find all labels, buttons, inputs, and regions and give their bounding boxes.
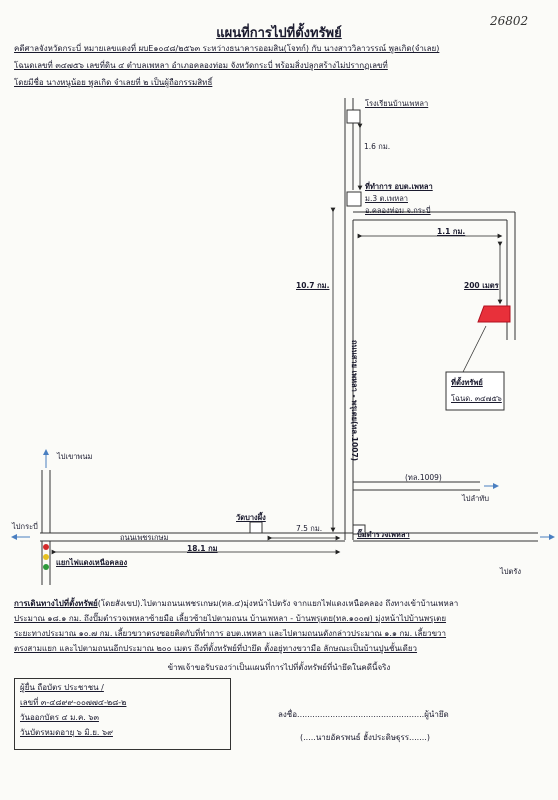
label-office-3: อ.คลองท่อม จ.กระบี่ <box>365 206 431 215</box>
office-marker <box>347 192 361 206</box>
signature-line: ลงชื่อ..................................................ผู้นำยึด <box>278 710 449 719</box>
case-stamp-number: 26802 <box>490 14 529 28</box>
label-road-1007: ถนนสาย เพหลา - พรุเตย(ทล.1007) <box>350 340 359 462</box>
label-traffic-light: แยกไฟแดงเหนือคลอง <box>56 558 128 567</box>
label-to-krabi: ไปกระบี่ <box>12 522 38 531</box>
directions-block <box>14 596 544 656</box>
directions-line-1: (โดยสังเขป).ไปตามถนนเพชรเกษม(ทล.๔)มุ่งหน้าไปตรัง จากแยกไฟแดงเหนือคลอง ถึงทางเข้าบ้านเพหลา <box>97 599 459 608</box>
directions-line-3: ระยะทางประมาณ ๑๐.๗ กม. เลี้ยวขวาตรงซอยติดกับที่ทำการ อบต.เพหลา และไปตามถนนดังกล่าวประมาณ ๑.๑ กม. เลี้ยวขวา <box>14 629 447 638</box>
label-office-2: ม.3 ต.เพหลา <box>365 194 408 203</box>
id-expiry-date: วันบัตรหมดอายุ ๖ มิ.ย. ๖๙ <box>20 728 113 737</box>
id-holder-line: ผู้ยื่น ถือบัตร ประชาชน / <box>20 683 104 692</box>
label-road-phetkasem: ถนนเพชรเกษม <box>120 533 169 542</box>
property-parcel <box>478 306 510 322</box>
label-property-title: ที่ตั้งทรัพย์ <box>451 378 483 387</box>
label-dist-7-5: 7.5 กม. <box>296 524 323 533</box>
case-info-line-2: โฉนดเลขที่ ๓๔๗๕๖ เลขที่ดิน ๔ ตำบลเพหลา อำเภอคลองท่อม จังหวัดกระบี่ พร้อมสิ่งปลูกสร้างไม่ปรากฏเลขที่ <box>14 61 388 70</box>
label-to-trang: ไปตรัง <box>500 567 522 576</box>
temple-marker <box>250 522 262 533</box>
case-info-line-1: คดีศาลจังหวัดกระบี่ หมายเลขแดงที่ ผบE๑๐๔๘/๒๕๖๓ ระหว่างธนาคารออมสิน(โจทก์) กับ นางสาววิลาวรรณ์ พูลเกิด(จำเลย) <box>14 44 440 53</box>
id-issue-date: วันออกบัตร ๔ ม.ค. ๖๓ <box>20 713 99 722</box>
directions-heading: การเดินทางไปที่ตั้งทรัพย์ <box>14 599 98 608</box>
directions-line-2: ประมาณ ๑๘.๑ กม. ถึงปั๊มตำรวจเพหลาซ้ายมือ เลี้ยวซ้ายไปตามถนน บ้านเพหลา - บ้านพรุเตย(ทล.๑๐๐๗) มุ่งหน้าไปบ้านพรุเตย <box>14 614 447 623</box>
label-dist-200m: 200 เมตร <box>464 281 499 290</box>
label-temple: วัดบางผึ้ง <box>236 513 266 522</box>
label-to-lamthap: ไปลำทับ <box>462 494 490 503</box>
label-dist-1-1: 1.1 กม. <box>437 227 466 236</box>
id-number-line: เลขที่ ๓-๔๘๙๙-๐๐๗๗๔-๒๘-๒ <box>20 698 127 707</box>
label-property-deed: โฉนด. ๓๔๗๕๖ <box>451 394 502 403</box>
road-1009 <box>353 482 480 490</box>
page-title: แผนที่การไปที่ตั้งทรัพย์ <box>216 26 342 41</box>
school-marker <box>347 110 360 123</box>
label-dist-18-1: 18.1 กม <box>187 544 218 553</box>
signatory-name: (.....นายอัครพนธ์ ฮั้งประดิษฐุรร.......) <box>300 733 430 742</box>
label-office-1: ที่ทำการ อบต.เพหลา <box>365 182 433 191</box>
label-road-1009: (ทล.1009) <box>405 473 442 482</box>
certification-statement: ข้าพเจ้าขอรับรองว่าเป็นแผนที่การไปที่ตั้งทรัพย์ที่นำยึดในคดีนี้จริง <box>167 663 391 672</box>
label-school: โรงเรียนบ้านเพหลา <box>365 99 429 108</box>
traffic-light-icon <box>43 544 49 570</box>
directions-line-4: ตรงสามแยก และไปตามถนนอีกประมาณ ๒๐๐ เมตร ถึงที่ตั้งทรัพย์ที่ป่ายึด ตั้งอยู่ทางขวามือ ลักษณะเป็นบ้านปูนชั้นเดียว <box>14 644 418 653</box>
property-pointer <box>463 326 486 372</box>
label-to-khaophanom: ไปเขาพนม <box>57 452 93 461</box>
label-dist-1-6: 1.6 กม. <box>364 142 391 151</box>
label-dist-10-7: 10.7 กม. <box>296 281 330 290</box>
label-gas-station: ปั๊มตำรวจเพหลา <box>357 530 410 539</box>
road-phetkasem <box>40 533 538 541</box>
case-info-line-3: โดยมีชื่อ นางหนูน้อย พูลเกิด จำเลยที่ ๒ เป็นผู้ถือกรรมสิทธิ์ <box>14 78 213 87</box>
road-1007 <box>345 98 353 540</box>
